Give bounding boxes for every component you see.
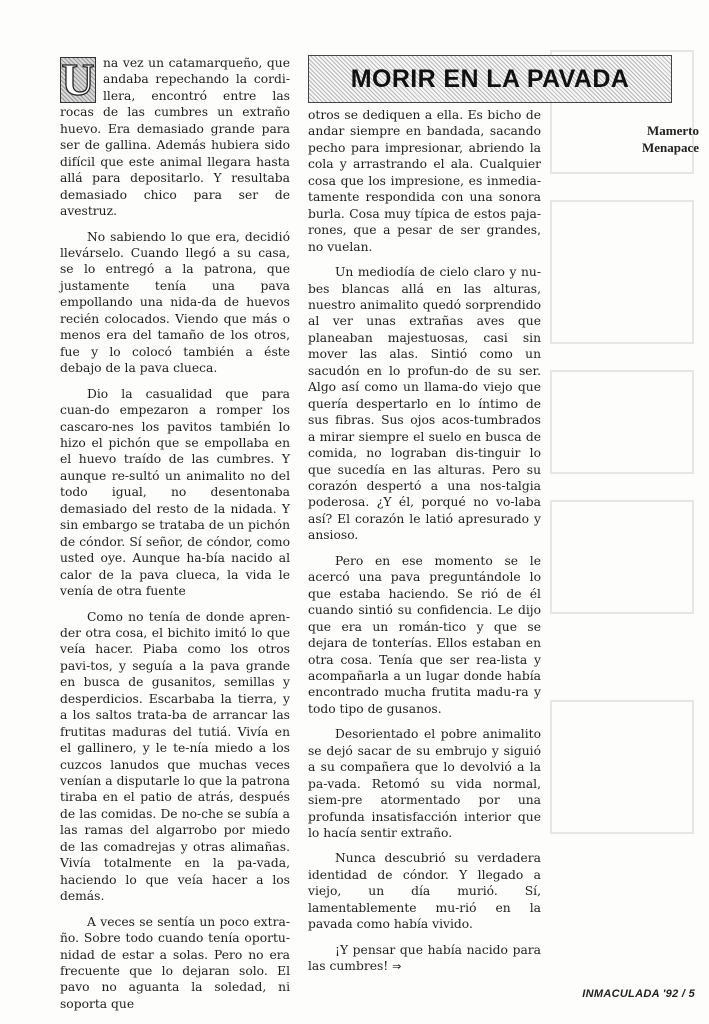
paragraph-text: ¡Y pensar que había nacido para las cumbres! <box>308 942 541 974</box>
article-title: MORIR EN LA PAVADA <box>350 64 630 93</box>
bleed-through-box <box>550 200 694 344</box>
paragraph: A veces se sentía un poco extra-ño. Sobre todo cuando tenía oportu-nidad de estar a solas. Pero no era frecuente que lo dejaran solo. El pavo no aguanta la soledad, ni soporta que <box>60 914 290 1011</box>
paragraph: Dio la casualidad que para cuan-do empezaron a romper los cascaro-nes los pavitos también lo hizo el pichón que se empollaba en el huevo traído de las cumbres. Y aunque re-sultó un animalito no del todo igual, no desentonaba demasiado del resto de la nidada. Y sin embargo se trataba de un pichón de cóndor. Sí señor, de cóndor, como usted oye. Aunque ha-bía nacido al calor de la pava clueca, la vida le venía de otra fuente <box>60 386 290 599</box>
paragraph: No sabiendo lo que era, decidió llevárselo. Cuando llegó a su casa, se lo entregó a la patrona, que justamente tenía una pava empollando una nida-da de huevos recién colocados. Viendo que más o menos era del tamaño de los otros, fue y lo colocó también a éste debajo de la pava clueca. <box>60 229 290 376</box>
paragraph <box>60 55 290 220</box>
bleed-through-box <box>550 370 694 474</box>
article-column-left <box>60 55 290 1012</box>
author-first-name: Mamerto <box>647 123 699 138</box>
article-column-right <box>308 107 541 976</box>
paragraph: Nunca descubrió su verdadera identidad de cóndor. Y llegado a viejo, un día murió. Sí, lamentablemente mu-rió en la pavada como había vivido. <box>308 851 541 932</box>
end-arrow-icon: ⇒ <box>392 960 402 974</box>
paragraph: Un mediodía de cielo claro y nu-bes blancas allá en las alturas, nuestro animalito quedó sorprendido al ver unas extrañas aves que planeaban majestuosas, casi sin mover las alas. Sintió como un sacudón en lo profun-do de su ser. Algo así como un llama-do viejo que quería despertarlo en lo íntimo de sus fibras. Sus ojos acos-tumbrados a mirar siempre el suelo en busca de comida, no lograban dis-tinguir lo que sucedía en las alturas. Pero su corazón despertó a una nos-talgia poderosa. ¿Y él, porqué no vo-laba así? El corazón le latió apresurado y ansioso. <box>308 265 541 543</box>
paragraph: Pero en ese momento se le acercó una pava preguntándole lo que estaba haciendo. Se rió de él cuando sintió su confidencia. Le dijo que era un román-tico y que se dejara de tonterías. Ellos estaban en otra cosa. Tenía que ser rea-lista y acompañarla a un lugar donde había encontrado mucha frutita madu-ra y todo tipo de gusanos. <box>308 553 541 716</box>
paragraph: Como no tenía de donde apren-der otra cosa, el bichito imitó lo que veía hacer. Piaba como los otros pavi-tos, y seguía a la pava grande en busca de gusanitos, semillas y desperdicios. Escarbaba la tierra, y a los saltos trata-ba de arrancar las frutitas maduras del tutiá. Vivía en el gallinero, y le te-nía miedo a los cuzcos lanudos que muchas veces venían a disputarle lo que la patrona tiraba en el patio de atrás, después de las comidas. De no-che se subía a las ramas del algarrobo por miedo de las comadrejas y otras alimañas. Vivía totalmente en la pa-vada, haciendo lo que veía hacer a los demás. <box>60 609 290 904</box>
drop-cap: U <box>61 54 95 105</box>
paragraph-text: na vez un catamarqueño, que andaba repechando la cordi-llera, encontró entre las rocas de las cumbres un extraño huevo. Era demasiado grande para ser de gallina. Además hubiera sido difícil que este animal llegara hasta allá para depositarlo. Y resultaba demasiado chico para ser de avestruz. <box>60 56 290 219</box>
bleed-through-box <box>550 500 694 614</box>
paragraph <box>308 942 541 976</box>
page-footer: INMACULADA '92 / 5 <box>582 988 695 1000</box>
paragraph: Desorientado el pobre animalito se dejó sacar de su embrujo y siguió a su compañera que lo devolvió a la pa-vada. Retomó su vida normal, siem-pre atormentado por una profunda insatisfacción interior que lo hacía sentir extraño. <box>308 727 541 841</box>
author-last-name: Menapace <box>641 140 699 155</box>
paragraph: otros se dediquen a ella. Es bicho de andar siempre en bandada, sacando pecho para impresionar, abriendo la cola y arrastrando el ala. Cualquier cosa que los impresione, es inmedia-tamente respondida con una sonora burla. Cosa muy típica de estos paja-rones, que a pesar de ser grandes, no vuelan. <box>308 108 541 254</box>
author-byline <box>569 122 699 156</box>
bleed-through-box <box>550 700 694 834</box>
article-title-banner <box>308 55 672 103</box>
